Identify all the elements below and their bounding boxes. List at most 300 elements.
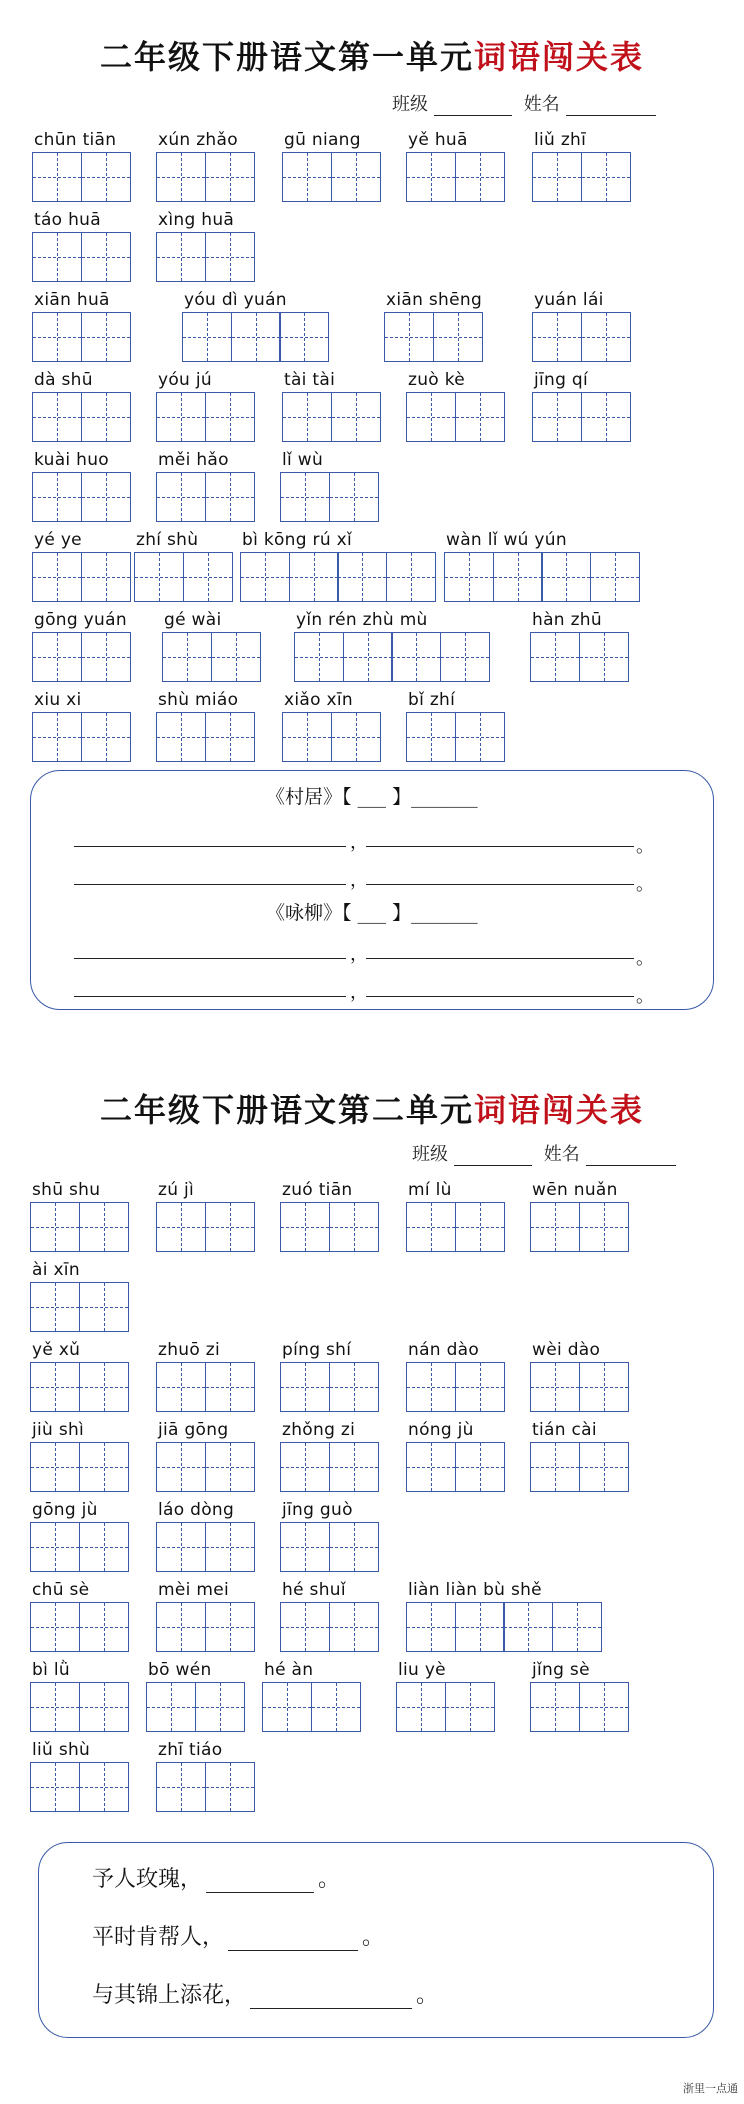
tian-ge-cell[interactable] <box>406 1362 456 1412</box>
pinyin-label: lǐ wù <box>282 450 324 470</box>
tian-ge-cell[interactable] <box>32 152 82 202</box>
tian-ge-boxes <box>156 232 253 282</box>
pinyin-label: píng shí <box>282 1340 352 1360</box>
tian-ge-boxes <box>280 472 377 522</box>
pinyin-label: zhí shù <box>136 530 199 550</box>
tian-ge-boxes <box>532 312 629 362</box>
tian-ge-cell[interactable] <box>156 1202 206 1252</box>
pinyin-label: láo dòng <box>158 1500 235 1520</box>
pinyin-label: zú jì <box>158 1180 195 1200</box>
tian-ge-cell[interactable] <box>205 1602 255 1652</box>
tian-ge-cell[interactable] <box>79 1762 129 1812</box>
tian-ge-cell[interactable] <box>79 1202 129 1252</box>
tian-ge-cell[interactable] <box>455 1202 505 1252</box>
tian-ge-cell[interactable] <box>156 392 206 442</box>
poem-2-period-2: 。 <box>636 986 654 1007</box>
tian-ge-cell[interactable] <box>32 632 82 682</box>
tian-ge-cell[interactable] <box>280 1362 330 1412</box>
sentence-3-text: 与其锦上添花， <box>92 1983 247 2008</box>
pinyin-label: hàn zhū <box>532 610 602 630</box>
tian-ge-cell[interactable] <box>406 712 456 762</box>
tian-ge-cell[interactable] <box>406 152 456 202</box>
pinyin-label: jǐng sè <box>532 1660 590 1680</box>
pinyin-label: chū sè <box>32 1580 90 1600</box>
tian-ge-boxes <box>280 1362 377 1412</box>
tian-ge-boxes <box>530 1362 627 1412</box>
tian-ge-boxes <box>282 152 379 202</box>
tian-ge-cell[interactable] <box>156 1602 206 1652</box>
tian-ge-cell[interactable] <box>329 1522 379 1572</box>
tian-ge-cell[interactable] <box>282 712 332 762</box>
pinyin-label: bō wén <box>148 1660 212 1680</box>
tian-ge-boxes <box>406 1442 503 1492</box>
tian-ge-cell[interactable] <box>134 552 184 602</box>
pinyin-label: shù miáo <box>158 690 239 710</box>
pinyin-label: chūn tiān <box>34 130 117 150</box>
tian-ge-cell[interactable] <box>530 1442 580 1492</box>
tian-ge-cell[interactable] <box>205 232 255 282</box>
tian-ge-cell[interactable] <box>329 1362 379 1412</box>
tian-ge-boxes <box>30 1362 127 1412</box>
pinyin-label: jiā gōng <box>158 1420 229 1440</box>
tian-ge-boxes <box>280 1442 377 1492</box>
poem-2-period-1: 。 <box>636 948 654 969</box>
tian-ge-cell[interactable] <box>162 632 212 682</box>
poem-2-title: 《咏柳》【 ___ 】_______ <box>266 902 478 924</box>
pinyin-label: ài xīn <box>32 1260 80 1280</box>
pinyin-label: hé àn <box>264 1660 314 1680</box>
pinyin-label: jīng qí <box>534 370 589 390</box>
tian-ge-cell[interactable] <box>205 1522 255 1572</box>
tian-ge-boxes <box>156 152 253 202</box>
tian-ge-cell[interactable] <box>205 392 255 442</box>
poem-2-line-2b[interactable] <box>366 996 634 997</box>
pinyin-label: jīng guò <box>282 1500 353 1520</box>
pinyin-label: xún zhǎo <box>158 130 238 150</box>
tian-ge-cell[interactable] <box>205 1442 255 1492</box>
tian-ge-cell[interactable] <box>581 312 631 362</box>
tian-ge-boxes <box>156 1202 253 1252</box>
tian-ge-boxes <box>156 1602 253 1652</box>
sentence-2-blank[interactable] <box>228 1930 358 1951</box>
pinyin-label: yǐn rén zhù mù <box>296 610 428 630</box>
sentence-1 <box>92 1862 340 1893</box>
sentence-1-blank[interactable] <box>206 1872 314 1893</box>
tian-ge-cell[interactable] <box>337 552 387 602</box>
tian-ge-boxes <box>30 1442 127 1492</box>
tian-ge-cell[interactable] <box>455 392 505 442</box>
tian-ge-cell[interactable] <box>81 392 131 442</box>
tian-ge-cell[interactable] <box>282 152 332 202</box>
tian-ge-cell[interactable] <box>30 1282 80 1332</box>
tian-ge-boxes <box>282 392 379 442</box>
poem-2-comma-1: ， <box>350 944 368 965</box>
sentence-2-text: 平时肯帮人， <box>92 1925 225 1950</box>
tian-ge-cell[interactable] <box>81 152 131 202</box>
tian-ge-cell[interactable] <box>81 632 131 682</box>
pinyin-label: wèi dào <box>532 1340 601 1360</box>
tian-ge-boxes <box>146 1682 243 1732</box>
pinyin-label: yě xǔ <box>32 1340 81 1360</box>
poem-1-title: 《村居》【 ___ 】_______ <box>266 786 478 808</box>
tian-ge-cell[interactable] <box>311 1682 361 1732</box>
tian-ge-cell[interactable] <box>331 392 381 442</box>
tian-ge-cell[interactable] <box>406 1442 456 1492</box>
tian-ge-cell[interactable] <box>406 392 456 442</box>
tian-ge-boxes <box>396 1682 493 1732</box>
tian-ge-cell[interactable] <box>79 1602 129 1652</box>
tian-ge-cell[interactable] <box>79 1522 129 1572</box>
tian-ge-boxes <box>30 1762 127 1812</box>
tian-ge-boxes <box>156 1362 253 1412</box>
tian-ge-cell[interactable] <box>455 712 505 762</box>
pinyin-label: nán dào <box>408 1340 480 1360</box>
tian-ge-boxes <box>182 312 328 362</box>
tian-ge-cell[interactable] <box>329 472 379 522</box>
poem-1-comma-2: ， <box>350 870 368 891</box>
pinyin-label: shū shu <box>32 1180 101 1200</box>
sentence-3-end: 。 <box>416 1983 439 2008</box>
tian-ge-cell[interactable] <box>32 472 82 522</box>
tian-ge-cell[interactable] <box>343 632 393 682</box>
tian-ge-boxes <box>32 312 129 362</box>
tian-ge-boxes <box>30 1282 127 1332</box>
tian-ge-boxes <box>406 712 503 762</box>
tian-ge-cell[interactable] <box>81 472 131 522</box>
tian-ge-cell[interactable] <box>146 1682 196 1732</box>
tian-ge-cell[interactable] <box>30 1522 80 1572</box>
tian-ge-cell[interactable] <box>530 1202 580 1252</box>
tian-ge-cell[interactable] <box>156 1762 206 1812</box>
tian-ge-cell[interactable] <box>81 552 131 602</box>
tian-ge-boxes <box>32 392 129 442</box>
tian-ge-cell[interactable] <box>156 1522 206 1572</box>
tian-ge-cell[interactable] <box>581 392 631 442</box>
tian-ge-cell[interactable] <box>280 1202 330 1252</box>
pinyin-label: wàn lǐ wú yún <box>446 530 567 550</box>
pinyin-label: mèi mei <box>158 1580 229 1600</box>
pinyin-label: xiu xi <box>34 690 82 710</box>
tian-ge-cell[interactable] <box>406 1602 456 1652</box>
tian-ge-cell[interactable] <box>493 552 543 602</box>
tian-ge-cell[interactable] <box>532 152 582 202</box>
tian-ge-boxes <box>406 1202 503 1252</box>
tian-ge-cell[interactable] <box>396 1682 446 1732</box>
tian-ge-cell[interactable] <box>279 312 329 362</box>
unit1-meta <box>392 90 662 116</box>
sentence-3-blank[interactable] <box>250 1988 412 2009</box>
pinyin-label: yé ye <box>34 530 82 550</box>
tian-ge-cell[interactable] <box>32 312 82 362</box>
sentence-2 <box>92 1920 384 1951</box>
tian-ge-cell[interactable] <box>581 152 631 202</box>
tian-ge-boxes <box>32 712 129 762</box>
pinyin-label: yě huā <box>408 130 468 150</box>
pinyin-label: xìng huā <box>158 210 235 230</box>
pinyin-label: xiān huā <box>34 290 110 310</box>
pinyin-label: wēn nuǎn <box>532 1180 618 1200</box>
tian-ge-cell[interactable] <box>280 1442 330 1492</box>
tian-ge-cell[interactable] <box>386 552 436 602</box>
footer-watermark: 浙里一点通 <box>683 2082 738 2095</box>
name-label: 姓名 <box>543 1144 580 1165</box>
tian-ge-cell[interactable] <box>280 1522 330 1572</box>
tian-ge-cell[interactable] <box>30 1762 80 1812</box>
pinyin-label: mí lù <box>408 1180 452 1200</box>
poem-1-line-1b[interactable] <box>366 846 634 847</box>
tian-ge-cell[interactable] <box>532 392 582 442</box>
tian-ge-cell[interactable] <box>182 312 232 362</box>
pinyin-label: xiān shēng <box>386 290 483 310</box>
tian-ge-cell[interactable] <box>406 1202 456 1252</box>
pinyin-label: liǔ zhī <box>534 130 587 150</box>
tian-ge-boxes <box>406 1602 600 1652</box>
tian-ge-boxes <box>156 392 253 442</box>
tian-ge-boxes <box>134 552 231 602</box>
pinyin-label: táo huā <box>34 210 101 230</box>
unit2-title-main: 二年级下册语文第二单元 <box>99 1091 474 1129</box>
tian-ge-cell[interactable] <box>79 1442 129 1492</box>
tian-ge-boxes <box>156 472 253 522</box>
tian-ge-cell[interactable] <box>156 1442 206 1492</box>
tian-ge-cell[interactable] <box>391 632 441 682</box>
unit2-title <box>0 1085 744 1131</box>
tian-ge-cell[interactable] <box>156 152 206 202</box>
tian-ge-cell[interactable] <box>282 392 332 442</box>
poem-2-line-2a[interactable] <box>74 996 346 997</box>
tian-ge-boxes <box>532 152 629 202</box>
tian-ge-boxes <box>384 312 481 362</box>
poem-1-line-2a[interactable] <box>74 884 346 885</box>
tian-ge-boxes <box>530 1202 627 1252</box>
pinyin-label: tián cài <box>532 1420 597 1440</box>
tian-ge-cell[interactable] <box>445 1682 495 1732</box>
tian-ge-cell[interactable] <box>532 312 582 362</box>
tian-ge-cell[interactable] <box>444 552 494 602</box>
pinyin-label: gōng yuán <box>34 610 127 630</box>
pinyin-label: hé shuǐ <box>282 1580 346 1600</box>
tian-ge-cell[interactable] <box>30 1442 80 1492</box>
tian-ge-cell[interactable] <box>205 712 255 762</box>
unit2-meta <box>412 1140 682 1166</box>
tian-ge-cell[interactable] <box>329 1602 379 1652</box>
tian-ge-cell[interactable] <box>579 1442 629 1492</box>
tian-ge-cell[interactable] <box>231 312 281 362</box>
tian-ge-cell[interactable] <box>530 1362 580 1412</box>
tian-ge-cell[interactable] <box>79 1282 129 1332</box>
tian-ge-cell[interactable] <box>81 312 131 362</box>
tian-ge-cell[interactable] <box>329 1442 379 1492</box>
tian-ge-cell[interactable] <box>156 472 206 522</box>
tian-ge-cell[interactable] <box>280 1602 330 1652</box>
name-label: 姓名 <box>523 94 560 115</box>
tian-ge-boxes <box>30 1202 127 1252</box>
tian-ge-boxes <box>444 552 638 602</box>
tian-ge-cell[interactable] <box>79 1682 129 1732</box>
pinyin-label: jiù shì <box>32 1420 85 1440</box>
unit1-title-main: 二年级下册语文第一单元 <box>99 38 474 76</box>
tian-ge-boxes <box>280 1522 377 1572</box>
pinyin-label: xiǎo xīn <box>284 690 353 710</box>
pinyin-label: liàn liàn bù shě <box>408 1580 542 1600</box>
tian-ge-cell[interactable] <box>455 1442 505 1492</box>
tian-ge-cell[interactable] <box>240 552 290 602</box>
tian-ge-cell[interactable] <box>205 1202 255 1252</box>
tian-ge-cell[interactable] <box>289 552 339 602</box>
tian-ge-cell[interactable] <box>280 472 330 522</box>
pinyin-label: liu yè <box>398 1660 446 1680</box>
tian-ge-boxes <box>280 1202 377 1252</box>
tian-ge-cell[interactable] <box>294 632 344 682</box>
pinyin-label: kuài huo <box>34 450 109 470</box>
tian-ge-cell[interactable] <box>329 1202 379 1252</box>
tian-ge-boxes <box>406 392 503 442</box>
tian-ge-cell[interactable] <box>205 1362 255 1412</box>
tian-ge-boxes <box>280 1602 377 1652</box>
tian-ge-cell[interactable] <box>455 152 505 202</box>
tian-ge-boxes <box>240 552 434 602</box>
tian-ge-cell[interactable] <box>156 232 206 282</box>
pinyin-label: gū niang <box>284 130 361 150</box>
poem-1-line-2b[interactable] <box>366 884 634 885</box>
tian-ge-cell[interactable] <box>30 1602 80 1652</box>
tian-ge-cell[interactable] <box>30 1682 80 1732</box>
tian-ge-cell[interactable] <box>552 1602 602 1652</box>
pinyin-label: liǔ shù <box>32 1740 91 1760</box>
pinyin-label: yóu jú <box>158 370 212 390</box>
tian-ge-boxes <box>406 1362 503 1412</box>
pinyin-label: yóu dì yuán <box>184 290 287 310</box>
class-label: 班级 <box>412 1144 448 1165</box>
tian-ge-cell[interactable] <box>205 472 255 522</box>
tian-ge-cell[interactable] <box>433 312 483 362</box>
tian-ge-cell[interactable] <box>81 712 131 762</box>
tian-ge-cell[interactable] <box>262 1682 312 1732</box>
pinyin-label: měi hǎo <box>158 450 229 470</box>
name-blank[interactable] <box>586 1147 676 1166</box>
tian-ge-cell[interactable] <box>455 1362 505 1412</box>
unit1-title-highlight: 词语闯关表 <box>474 38 645 76</box>
class-label: 班级 <box>392 94 428 115</box>
tian-ge-boxes <box>32 472 129 522</box>
tian-ge-cell[interactable] <box>81 232 131 282</box>
poem-1-period-1: 。 <box>636 836 654 857</box>
tian-ge-cell[interactable] <box>32 552 82 602</box>
sentence-2-end: 。 <box>362 1925 385 1950</box>
tian-ge-cell[interactable] <box>503 1602 553 1652</box>
tian-ge-boxes <box>162 632 259 682</box>
name-blank[interactable] <box>566 97 656 116</box>
tian-ge-cell[interactable] <box>590 552 640 602</box>
class-blank[interactable] <box>454 1147 532 1166</box>
tian-ge-boxes <box>530 1682 627 1732</box>
tian-ge-boxes <box>32 152 129 202</box>
tian-ge-cell[interactable] <box>541 552 591 602</box>
tian-ge-cell[interactable] <box>205 152 255 202</box>
poem-1-period-2: 。 <box>636 874 654 895</box>
tian-ge-boxes <box>32 552 129 602</box>
tian-ge-cell[interactable] <box>579 1362 629 1412</box>
tian-ge-cell[interactable] <box>579 1202 629 1252</box>
unit1-title <box>0 32 744 78</box>
tian-ge-boxes <box>406 152 503 202</box>
tian-ge-boxes <box>532 392 629 442</box>
tian-ge-cell[interactable] <box>32 232 82 282</box>
pinyin-label: zuó tiān <box>282 1180 353 1200</box>
tian-ge-boxes <box>32 632 129 682</box>
tian-ge-cell[interactable] <box>32 392 82 442</box>
tian-ge-cell[interactable] <box>156 712 206 762</box>
tian-ge-cell[interactable] <box>440 632 490 682</box>
tian-ge-boxes <box>530 632 627 682</box>
tian-ge-boxes <box>156 712 253 762</box>
tian-ge-cell[interactable] <box>455 1602 505 1652</box>
sentence-1-end: 。 <box>318 1867 341 1892</box>
tian-ge-boxes <box>30 1522 127 1572</box>
pinyin-label: gōng jù <box>32 1500 98 1520</box>
unit2-title-highlight: 词语闯关表 <box>474 1091 645 1129</box>
pinyin-label: zhuō zi <box>158 1340 221 1360</box>
sentence-1-text: 予人玫瑰， <box>92 1867 203 1892</box>
tian-ge-cell[interactable] <box>579 1682 629 1732</box>
pinyin-label: zhǒng zi <box>282 1420 356 1440</box>
tian-ge-cell[interactable] <box>30 1202 80 1252</box>
tian-ge-boxes <box>282 712 379 762</box>
tian-ge-cell[interactable] <box>579 632 629 682</box>
pinyin-label: bì lǜ <box>32 1660 70 1680</box>
tian-ge-boxes <box>156 1762 253 1812</box>
tian-ge-cell[interactable] <box>32 712 82 762</box>
pinyin-label: yuán lái <box>534 290 604 310</box>
tian-ge-cell[interactable] <box>156 1362 206 1412</box>
tian-ge-cell[interactable] <box>205 1762 255 1812</box>
tian-ge-cell[interactable] <box>183 552 233 602</box>
tian-ge-cell[interactable] <box>211 632 261 682</box>
tian-ge-boxes <box>156 1442 253 1492</box>
poem-2-line-1b[interactable] <box>366 958 634 959</box>
pinyin-label: zhī tiáo <box>158 1740 223 1760</box>
poem-2-line-1a[interactable] <box>74 958 346 959</box>
tian-ge-cell[interactable] <box>30 1362 80 1412</box>
tian-ge-boxes <box>294 632 488 682</box>
tian-ge-boxes <box>30 1682 127 1732</box>
tian-ge-cell[interactable] <box>195 1682 245 1732</box>
tian-ge-boxes <box>156 1522 253 1572</box>
tian-ge-cell[interactable] <box>331 152 381 202</box>
pinyin-label: nóng jù <box>408 1420 474 1440</box>
pinyin-label: zuò kè <box>408 370 466 390</box>
pinyin-label: bǐ zhí <box>408 690 456 710</box>
pinyin-label: bì kōng rú xǐ <box>242 530 352 550</box>
sentence-3 <box>92 1978 438 2009</box>
poem-2-comma-2: ， <box>350 982 368 1003</box>
pinyin-label: tài tài <box>284 370 336 390</box>
tian-ge-boxes <box>262 1682 359 1732</box>
tian-ge-cell[interactable] <box>530 632 580 682</box>
tian-ge-cell[interactable] <box>79 1362 129 1412</box>
pinyin-label: gé wài <box>164 610 222 630</box>
class-blank[interactable] <box>434 97 512 116</box>
tian-ge-boxes <box>32 232 129 282</box>
tian-ge-boxes <box>30 1602 127 1652</box>
tian-ge-cell[interactable] <box>331 712 381 762</box>
tian-ge-cell[interactable] <box>384 312 434 362</box>
poem-1-line-1a[interactable] <box>74 846 346 847</box>
tian-ge-cell[interactable] <box>530 1682 580 1732</box>
poem-1-comma-1: ， <box>350 832 368 853</box>
tian-ge-boxes <box>530 1442 627 1492</box>
pinyin-label: dà shū <box>34 370 93 390</box>
